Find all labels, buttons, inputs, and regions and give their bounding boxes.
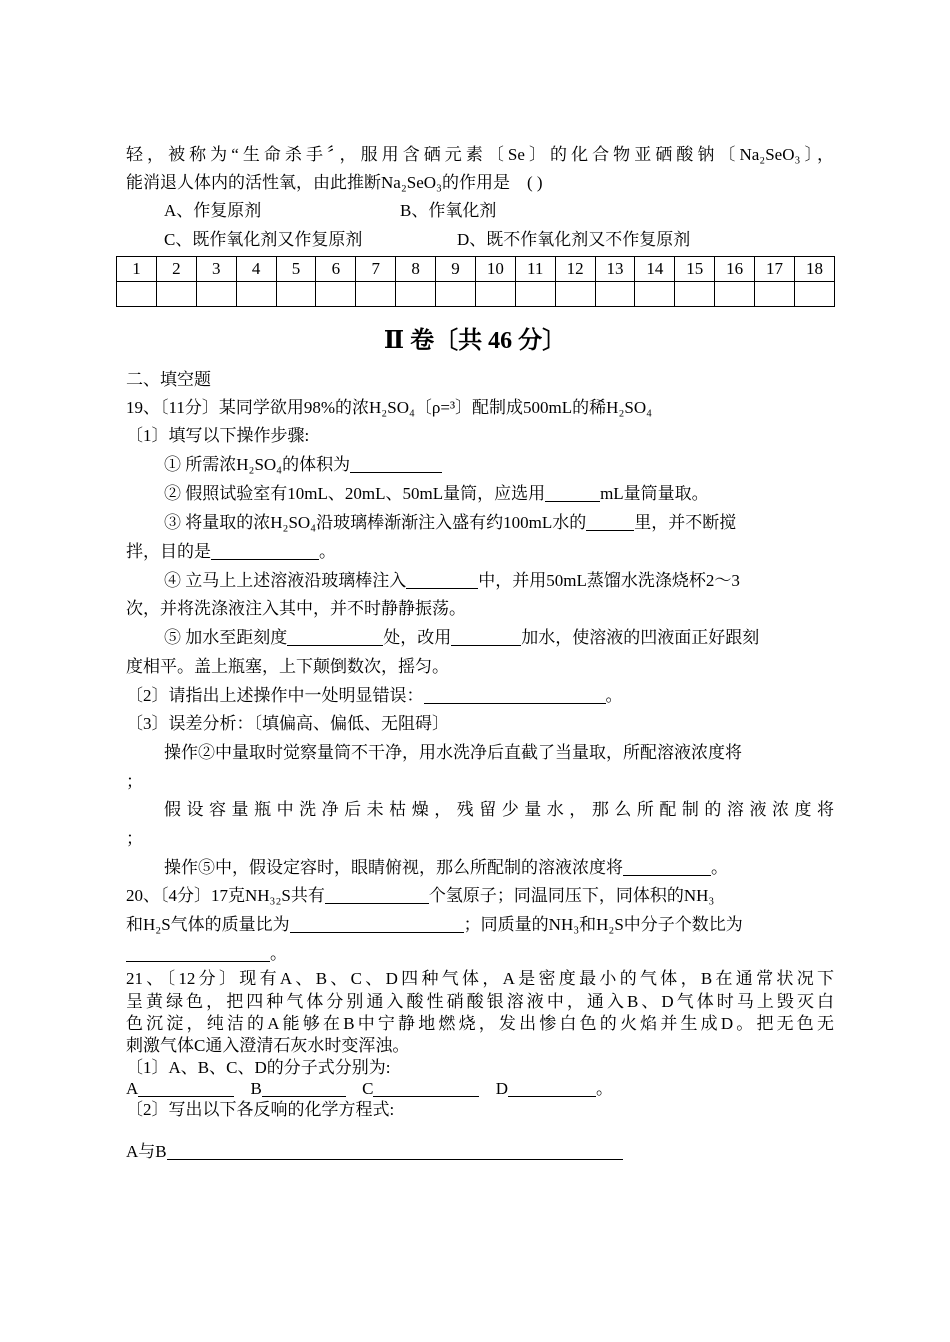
q21-formulas-end: 。 [596,1079,613,1098]
q19-part3: 〔3〕误差分析：〔填偏高、偏低、无阻碍〕 [126,714,449,733]
q19-err1: 操作②中量取时觉察量筒不干净，用水洗净后直截了当量取，所配溶液浓度将 [164,743,742,762]
q19-err3 [164,856,834,880]
section-title: Ⅱ 卷〔共 46 分〕 [383,328,567,354]
q21-label-a: A [126,1079,139,1098]
answer-number: 16 [715,257,755,282]
q20-line2 [126,913,834,937]
answer-cell[interactable] [117,282,157,307]
answer-cell[interactable] [715,282,755,307]
q18-option-c: C、既作氧化剂又作复原剂 [164,230,363,249]
q18-option-b: B、作氧化剂 [400,201,497,220]
answer-number: 10 [475,257,515,282]
q21-blank-d[interactable] [508,1078,596,1097]
q21-equation-ab [126,1141,834,1163]
q19-step4-tail: 中，并用50mL蒸馏水洗涤烧杯2～3 [478,571,740,590]
answer-cell[interactable] [635,282,675,307]
q20-blank2[interactable] [290,914,464,933]
q19-step4-text: ④ 立马上上述溶液沿玻璃棒注入 [164,571,407,590]
answer-number: 7 [356,257,396,282]
q21-line1: 21、〔12分〕现有A、B、C、D四种气体，A是密度最小的气体，B在通常状况下 [126,969,834,988]
answer-number: 14 [635,257,675,282]
q21-ab-label: A与B [126,1142,167,1161]
answer-cell[interactable] [356,282,396,307]
answer-cell[interactable] [794,282,834,307]
q19-step2-tail: mL量筒量取。 [600,484,709,503]
q19-step2 [164,482,834,506]
answer-number: 4 [236,257,276,282]
q19-step1-blank[interactable] [350,454,442,473]
q20-text-b: 个氢原子；同温同压下，同体积的NH₃ [428,886,715,905]
q19-step3-cont [126,540,834,564]
q19-step3-blank[interactable] [586,512,634,531]
q19-step4 [164,569,834,593]
q21-part2: 〔2〕写出以下各反响的化学方程式: [126,1100,395,1119]
answer-cell[interactable] [396,282,436,307]
q19-step3-text: ③ 将量取的浓H₂SO₄沿玻璃棒渐渐注入盛有约100mL水的 [164,513,587,532]
q20-blank3[interactable] [126,943,270,962]
q19-step5-tail: 加水，使溶液的凹液面正好跟刻 [521,628,760,647]
answer-number: 1 [117,257,157,282]
q18-option-a: A、作复原剂 [164,201,262,220]
q19-step5-text: ⑤ 加水至距刻度 [164,628,288,647]
answer-cell[interactable] [156,282,196,307]
q19-step5-cont: 度相平。盖上瓶塞，上下颠倒数次，摇匀。 [126,657,449,676]
answer-cell[interactable] [236,282,276,307]
q19-part2 [126,684,834,708]
q19-step2-blank[interactable] [545,483,600,502]
q19-step3-purpose-blank[interactable] [211,541,319,560]
answer-cell[interactable] [595,282,635,307]
answer-table [116,256,835,307]
q19-step3-purpose: 拌，目的是 [126,542,211,561]
q18-option-d: D、既不作氧化剂又不作复原剂 [457,230,691,249]
q19-part1: 〔1〕填写以下操作步骤: [126,426,310,445]
answer-number: 11 [515,257,555,282]
answer-number: 15 [675,257,715,282]
answer-number: 18 [794,257,834,282]
q20-line3 [126,942,834,966]
q21-blank-b[interactable] [262,1078,346,1097]
q18-line2: 能消退人体内的活性氧，由此推断Na₂SeO₃的作用是 ( ) [126,173,543,192]
q19-step1-text: ① 所需浓H₂SO₄的体积为 [164,455,351,474]
q19-err2: 假设容量瓶中洗净后未枯燥，残留少量水，那么所配制的溶液浓度将 [164,800,834,819]
q20-end: 。 [270,944,287,963]
q19-err2-end: ； [126,829,143,848]
answer-cell[interactable] [675,282,715,307]
q21-line4: 刺激气体C通入澄清石灰水时变浑浊。 [126,1036,410,1055]
answer-number: 8 [396,257,436,282]
q21-line2: 呈黄绿色，把四种气体分别通入酸性硝酸银溶液中，通入B、D气体时马上毁灭白 [126,992,834,1011]
q18-line1: 轻，被称为“生命杀手〞，服用含硒元素〔Se〕的化合物亚硒酸钠〔Na₂SeO₃〕， [126,145,834,164]
q19-part2-blank[interactable] [424,685,606,704]
q20-text-c: 和H₂S气体的质量比为 [126,915,290,934]
q21-blank-c[interactable] [373,1078,479,1097]
q19-err1-end: ； [126,772,143,791]
q20-text-a: 20、〔4分〕17克NH₃₂S共有 [126,886,325,905]
q21-line3: 色沉淀，纯洁的A能够在B中宁静地燃烧，发出惨白色的火焰并生成D。把无色无 [126,1014,834,1033]
answer-number: 13 [595,257,635,282]
q19-step4-cont: 次，并将洗涤液注入其中，并不时静静振荡。 [126,599,466,618]
q21-label-d: D [495,1079,508,1098]
answer-cell[interactable] [196,282,236,307]
q21-part1: 〔1〕A、B、C、D的分子式分别为: [126,1058,391,1077]
answer-number: 9 [436,257,476,282]
answer-number: 12 [555,257,595,282]
q21-formulas [126,1078,834,1100]
q19-step5 [164,626,834,650]
q20-line1 [126,884,834,908]
q19-step2-text: ② 假照试验室有10mL、20mL、50mL量筒，应选用 [164,484,546,503]
q19-step4-blank[interactable] [406,570,478,589]
answer-number: 17 [755,257,795,282]
q19-intro: 19、〔11分〕某同学欲用98%的浓H₂SO₄〔ρ=³〕配制成500mL的稀H₂SO₄ [126,398,653,417]
answer-cell[interactable] [475,282,515,307]
q19-part2-end: 。 [605,686,623,705]
answer-cell[interactable] [436,282,476,307]
answer-cell[interactable] [515,282,555,307]
q19-err3-blank[interactable] [623,857,711,876]
q19-step5-mid: 处，改用 [383,628,452,647]
q21-blank-a[interactable] [138,1078,234,1097]
answer-number: 5 [276,257,316,282]
answer-number: 3 [196,257,236,282]
q21-ab-blank[interactable] [167,1141,623,1160]
answer-cell[interactable] [276,282,316,307]
q20-text-d: ；同质量的NH₃和H₂S中分子个数比为 [463,915,743,934]
q19-step5-blank1[interactable] [287,627,383,646]
q21-label-b: B [250,1079,262,1098]
q21-label-c: C [362,1079,374,1098]
answer-cell[interactable] [755,282,795,307]
q19-step5-blank2[interactable] [451,627,521,646]
answer-number: 6 [316,257,356,282]
answer-cell[interactable] [316,282,356,307]
q19-err3-end: 。 [711,858,728,877]
q19-step3-end: 。 [319,542,336,561]
q19-step3-tail: 里，并不断搅 [634,513,737,532]
q20-blank1[interactable] [325,885,429,904]
answer-number: 2 [156,257,196,282]
q19-step3 [164,511,834,535]
fill-in-heading: 二、填空题 [126,370,211,389]
q19-step1 [164,453,834,477]
q19-part2-text: 〔2〕请指出上述操作中一处明显错误： [126,686,424,705]
answer-table-number-row [117,257,835,282]
q19-err3-text: 操作⑤中，假设定容时，眼睛俯视，那么所配制的溶液浓度将 [164,858,623,877]
answer-cell[interactable] [555,282,595,307]
answer-table-blank-row [117,282,835,307]
